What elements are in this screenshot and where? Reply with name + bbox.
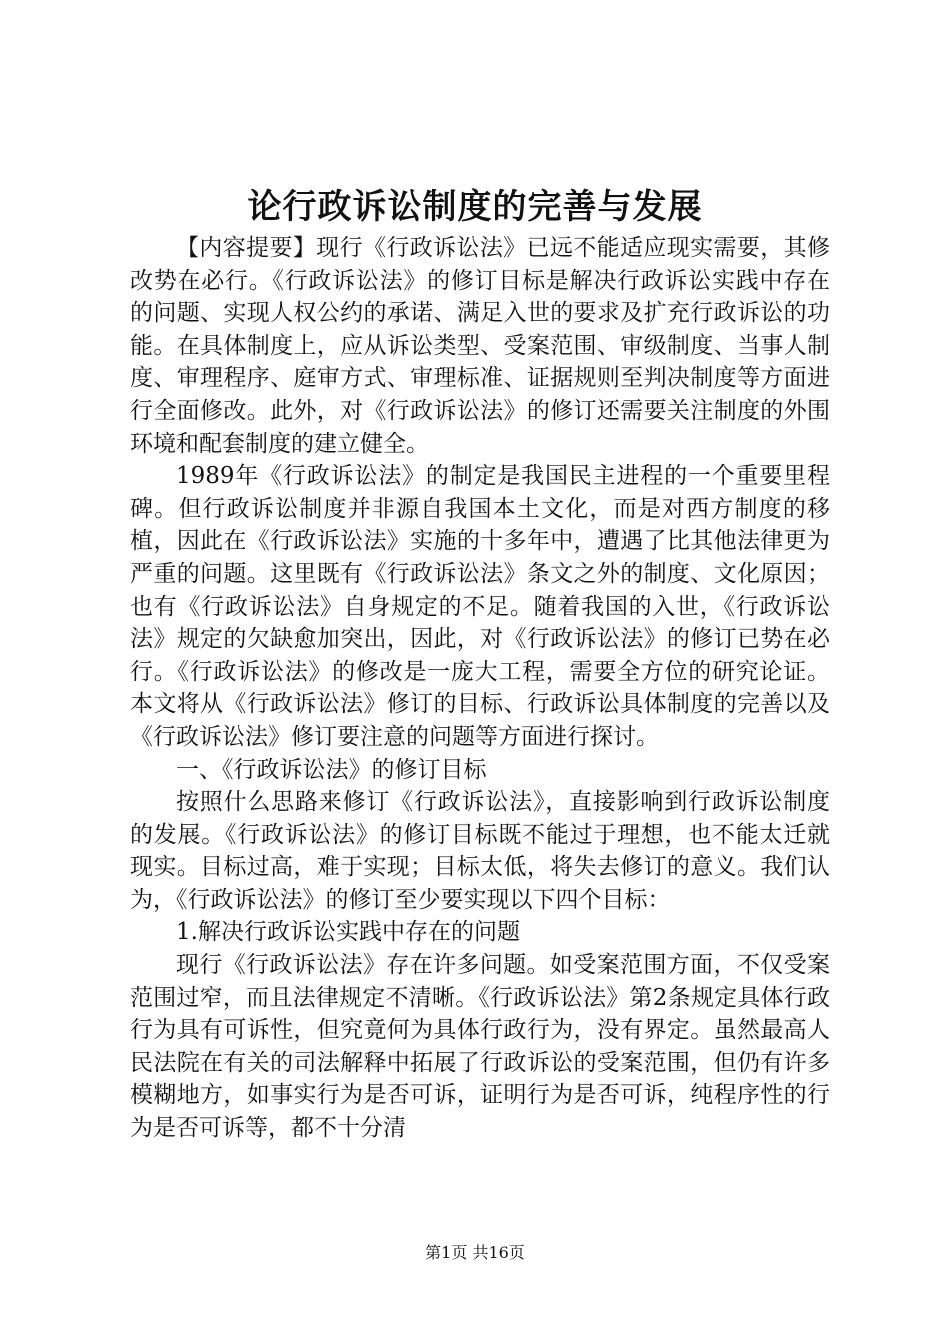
- section-heading: 一、《行政诉讼法》的修订目标: [176, 756, 487, 783]
- document-body: [130, 232, 830, 1145]
- body-paragraph: 按照什么思路来修订《行政诉讼法》，直接影响到行政诉讼制度的发展。《行政诉讼法》的修订目标既不能过于理想，也不能太迁就现实。目标过高，难于实现；目标太低，将失去修订的意义。我们认为，《行政诉讼法》的修订至少要实现以下四个目标：: [130, 789, 830, 913]
- page-number-footer: 第1页 共16页: [425, 1243, 525, 1262]
- abstract-paragraph: 【内容提要】现行《行政诉讼法》已远不能适应现实需要，其修改势在必行。《行政诉讼法》的修订目标是解决行政诉讼实践中存在的问题、实现人权公约的承诺、满足入世的要求及扩充行政诉讼的功能。在具体制度上，应从诉讼类型、受案范围、审级制度、当事人制度、审理程序、庭审方式、审理标准、证据规则至判决制度等方面进行全面修改。此外，对《行政诉讼法》的修订还需要关注制度的外围环境和配套制度的建立健全。: [130, 235, 830, 457]
- subsection-heading: 1.解决行政诉讼实践中存在的问题: [176, 919, 520, 946]
- body-paragraph: 现行《行政诉讼法》存在许多问题。如受案范围方面，不仅受案范围过窄，而且法律规定不清晰。《行政诉讼法》第2条规定具体行政行为具有可诉性，但究竟何为具体行政行为，没有界定。虽然最高人民法院在有关的司法解释中拓展了行政诉讼的受案范围，但仍有许多模糊地方，如事实行为是否可诉，证明行为是否可诉，纯程序性的行为是否可诉等，都不十分清: [130, 952, 830, 1142]
- intro-paragraph: 1989年《行政诉讼法》的制定是我国民主进程的一个重要里程碑。但行政诉讼制度并非源自我国本土文化，而是对西方制度的移植，因此在《行政诉讼法》实施的十多年中，遭遇了比其他法律更为严重的问题。这里既有《行政诉讼法》条文之外的制度、文化原因；也有《行政诉讼法》自身规定的不足。随着我国的入世，《行政诉讼法》规定的欠缺愈加突出，因此，对《行政诉讼法》的修订已势在必行。《行政诉讼法》的修改是一庞大工程，需要全方位的研究论证。本文将从《行政诉讼法》修订的目标、行政诉讼具体制度的完善以及《行政诉讼法》修订要注意的问题等方面进行探讨。: [130, 463, 830, 750]
- document-title: 论行政诉讼制度的完善与发展: [247, 187, 703, 227]
